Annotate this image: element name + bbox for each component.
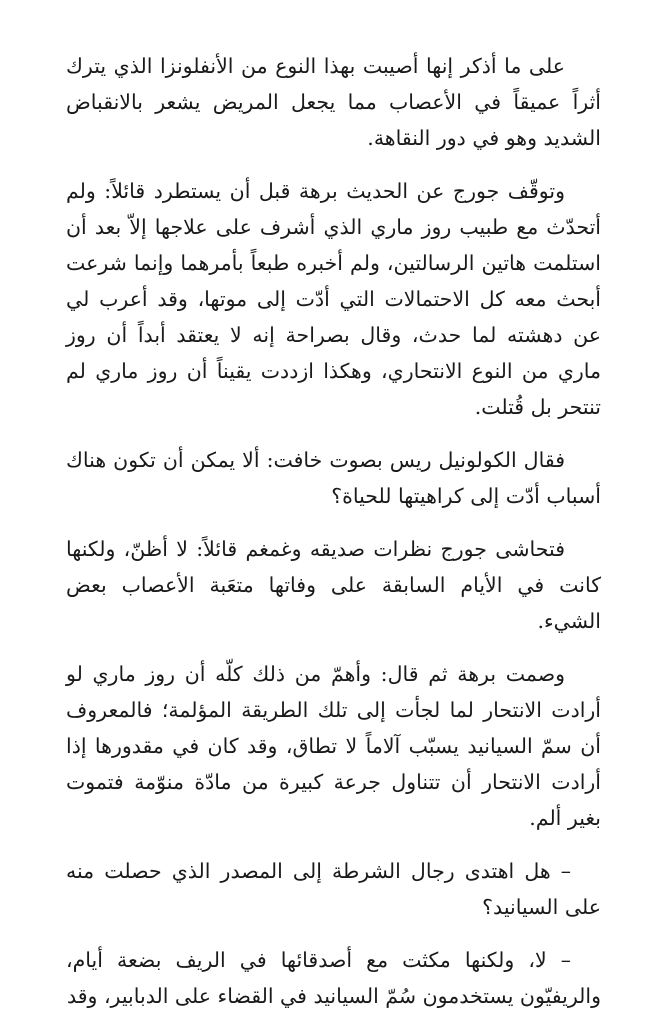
dialogue-line-1: – هل اهتدى رجال الشرطة إلى المصدر الذي حصلت منه على السيانيد؟ [66, 859, 601, 919]
paragraph-4: فتحاشى جورج نظرات صديقه وغمغم قائلاً: لا أظنّ، ولكنها كانت في الأيام السابقة على وفاتها متعَبة الأعصاب بعض الشيء. [66, 537, 601, 633]
paragraph-5: وصمت برهة ثم قال: وأهمّ من ذلك كلّه أن روز ماري لو أرادت الانتحار لما لجأت إلى تلك الطريقة المؤلمة؛ فالمعروف أن سمّ السيانيد يسبّب آلاماً لا تطاق، وقد كان في مقدورها إذا أرادت الانتحار أن تتناول جرعة كبيرة من مادّة منوّمة فتموت بغير ألم. [66, 662, 601, 830]
paragraph-3: فقال الكولونيل ريس بصوت خافت: ألا يمكن أن تكون هناك أسباب أدّت إلى كراهيتها للحياة؟ [66, 448, 601, 508]
paragraph-2: وتوقّف جورج عن الحديث برهة قبل أن يستطرد قائلاً: ولم أتحدّث مع طبيب روز ماري الذي أشرف على علاجها إلاّ بعد أن استلمت هاتين الرسالتين، ولم أخبره طبعاً بأمرهما وإنما شرعت أبحث معه كل الاحتمالات التي أدّت إلى موتها، وقد أعرب لي عن دهشته لما حدث، وقال بصراحة إنه لا يعتقد أبداً أن روز ماري من النوع الانتحاري، وهكذا ازددت يقيناً أن روز ماري لم تنتحر بل قُتلت. [66, 179, 601, 419]
dialogue-line-2: – لا، ولكنها مكثت مع أصدقائها في الريف بضعة أيام، والريفيّون يستخدمون سُمّ السيانيد في القضاء على الدبابير، وقد [66, 948, 601, 1008]
paragraph-1: على ما أذكر إنها أصيبت بهذا النوع من الأنفلونزا الذي يترك أثراً عميقاً في الأعصاب مما يجعل المريض يشعر بالانقباض الشديد وهو في دور النقاهة. [66, 54, 601, 150]
